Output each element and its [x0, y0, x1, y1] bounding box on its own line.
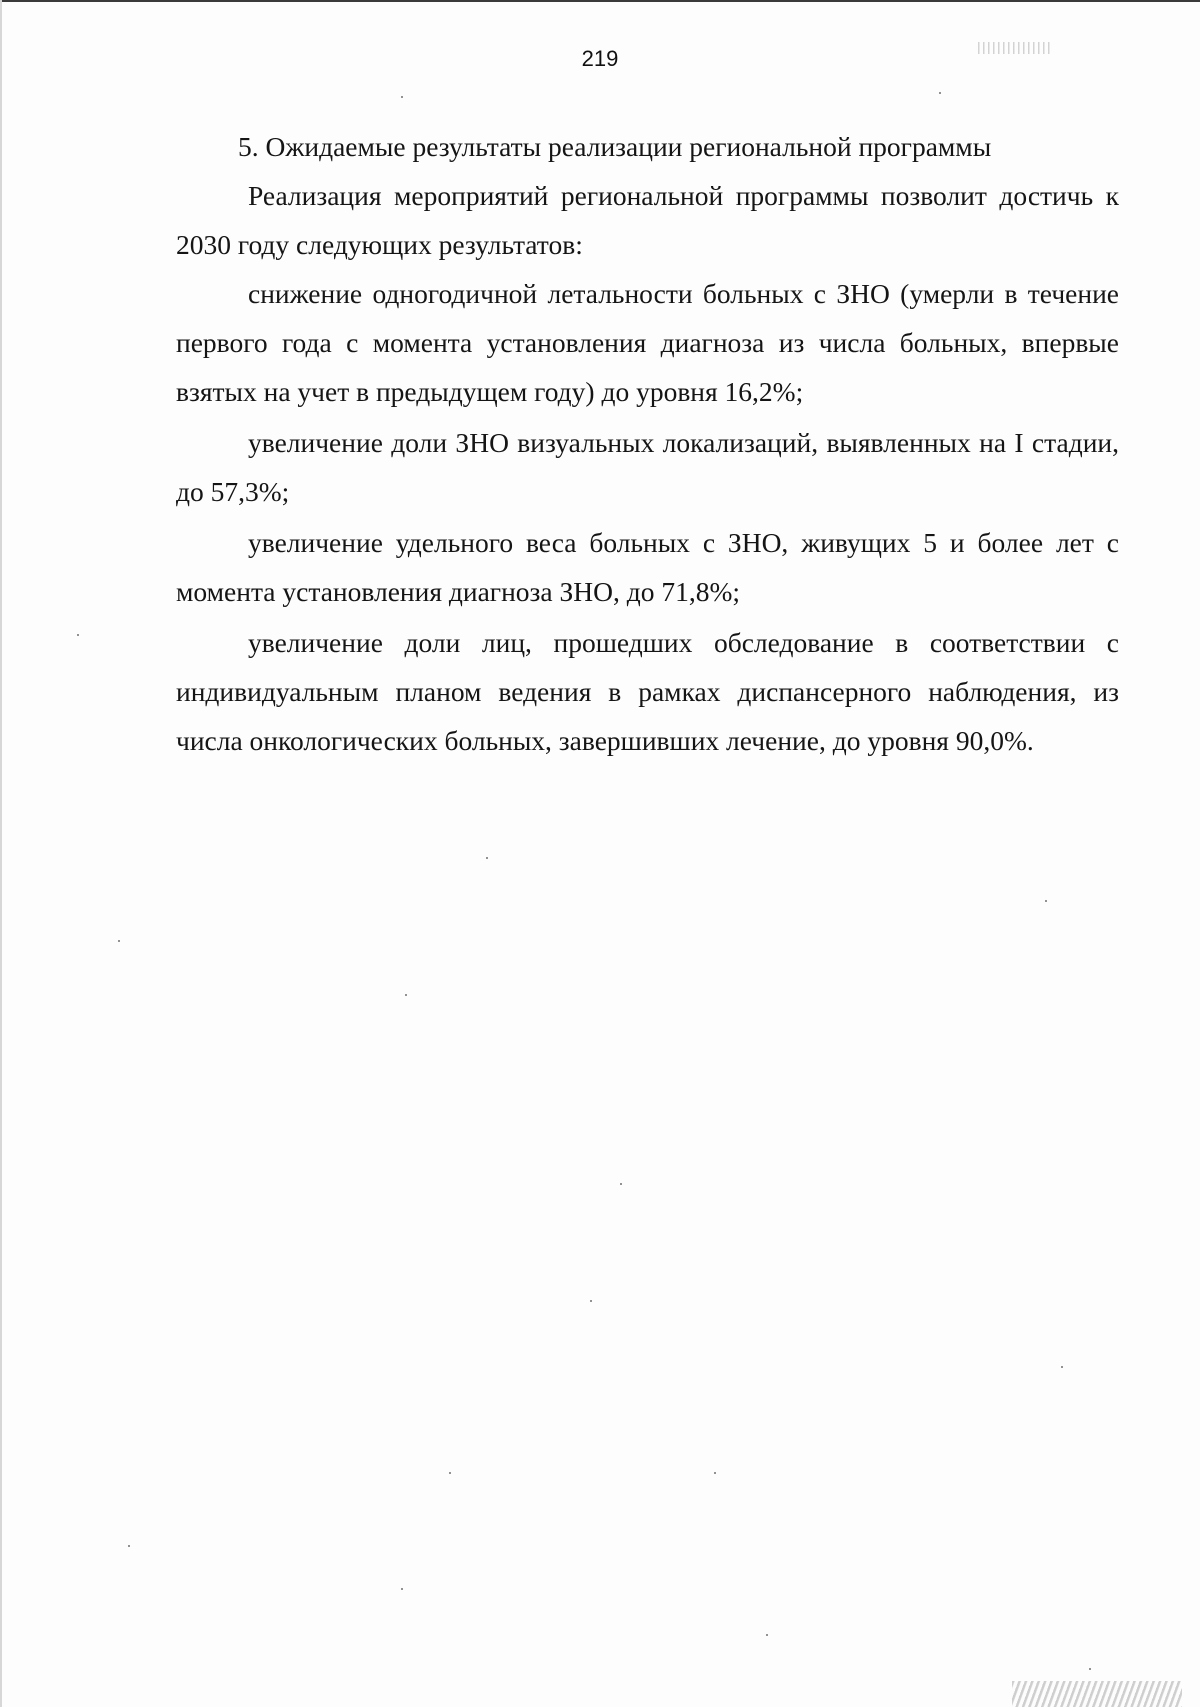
scan-speck: [766, 1634, 768, 1636]
scan-speck: [449, 1472, 451, 1474]
scan-speck: [401, 96, 403, 98]
paragraph-result-mortality: снижение одногодичной летальности больных с ЗНО (умерли в течение первого года с момента установления диагноза из числа больных, впервые взятых на учет в предыдущем году) до уровня 16,2%;: [176, 278, 1119, 407]
scan-speck: [118, 940, 120, 942]
scan-speck: [939, 92, 941, 94]
document-text-body: [176, 122, 1119, 765]
scan-speck: [620, 1183, 622, 1185]
scan-speck: [1061, 1366, 1063, 1368]
scan-speck: [590, 1300, 592, 1302]
scan-speck: [486, 857, 488, 859]
paragraph-result-survival: увеличение удельного веса больных с ЗНО, живущих 5 и более лет с момента установления диагноза ЗНО, до 71,8%;: [176, 527, 1119, 607]
paragraph-result-dispensary: увеличение доли лиц, прошедших обследование в соответствии с индивидуальным планом ведения в рамках диспансерного наблюдения, из числа онкологических больных, завершивших лечение, до уровня 90,0%.: [176, 627, 1119, 756]
paragraph-intro: Реализация мероприятий региональной программы позволит достичь к 2030 году следующих результатов:: [176, 180, 1119, 260]
scan-speck: [405, 994, 407, 996]
paragraph-result-early-stage: увеличение доли ЗНО визуальных локализаций, выявленных на I стадии, до 57,3%;: [176, 427, 1119, 507]
scan-speck: [77, 634, 79, 636]
scan-speck: [1089, 1668, 1091, 1670]
top-scan-edge: [0, 0, 1200, 2]
scan-speck: [1045, 900, 1047, 902]
page-number: 219: [581, 46, 619, 71]
scan-speck: [401, 1588, 403, 1590]
scan-smudge-bottom-right: [1012, 1681, 1182, 1707]
scan-speck: [128, 1545, 130, 1547]
left-scan-edge: [0, 0, 2, 1707]
scan-speck: [714, 1472, 716, 1474]
section-heading: 5. Ожидаемые результаты реализации региональной программы: [238, 131, 992, 162]
